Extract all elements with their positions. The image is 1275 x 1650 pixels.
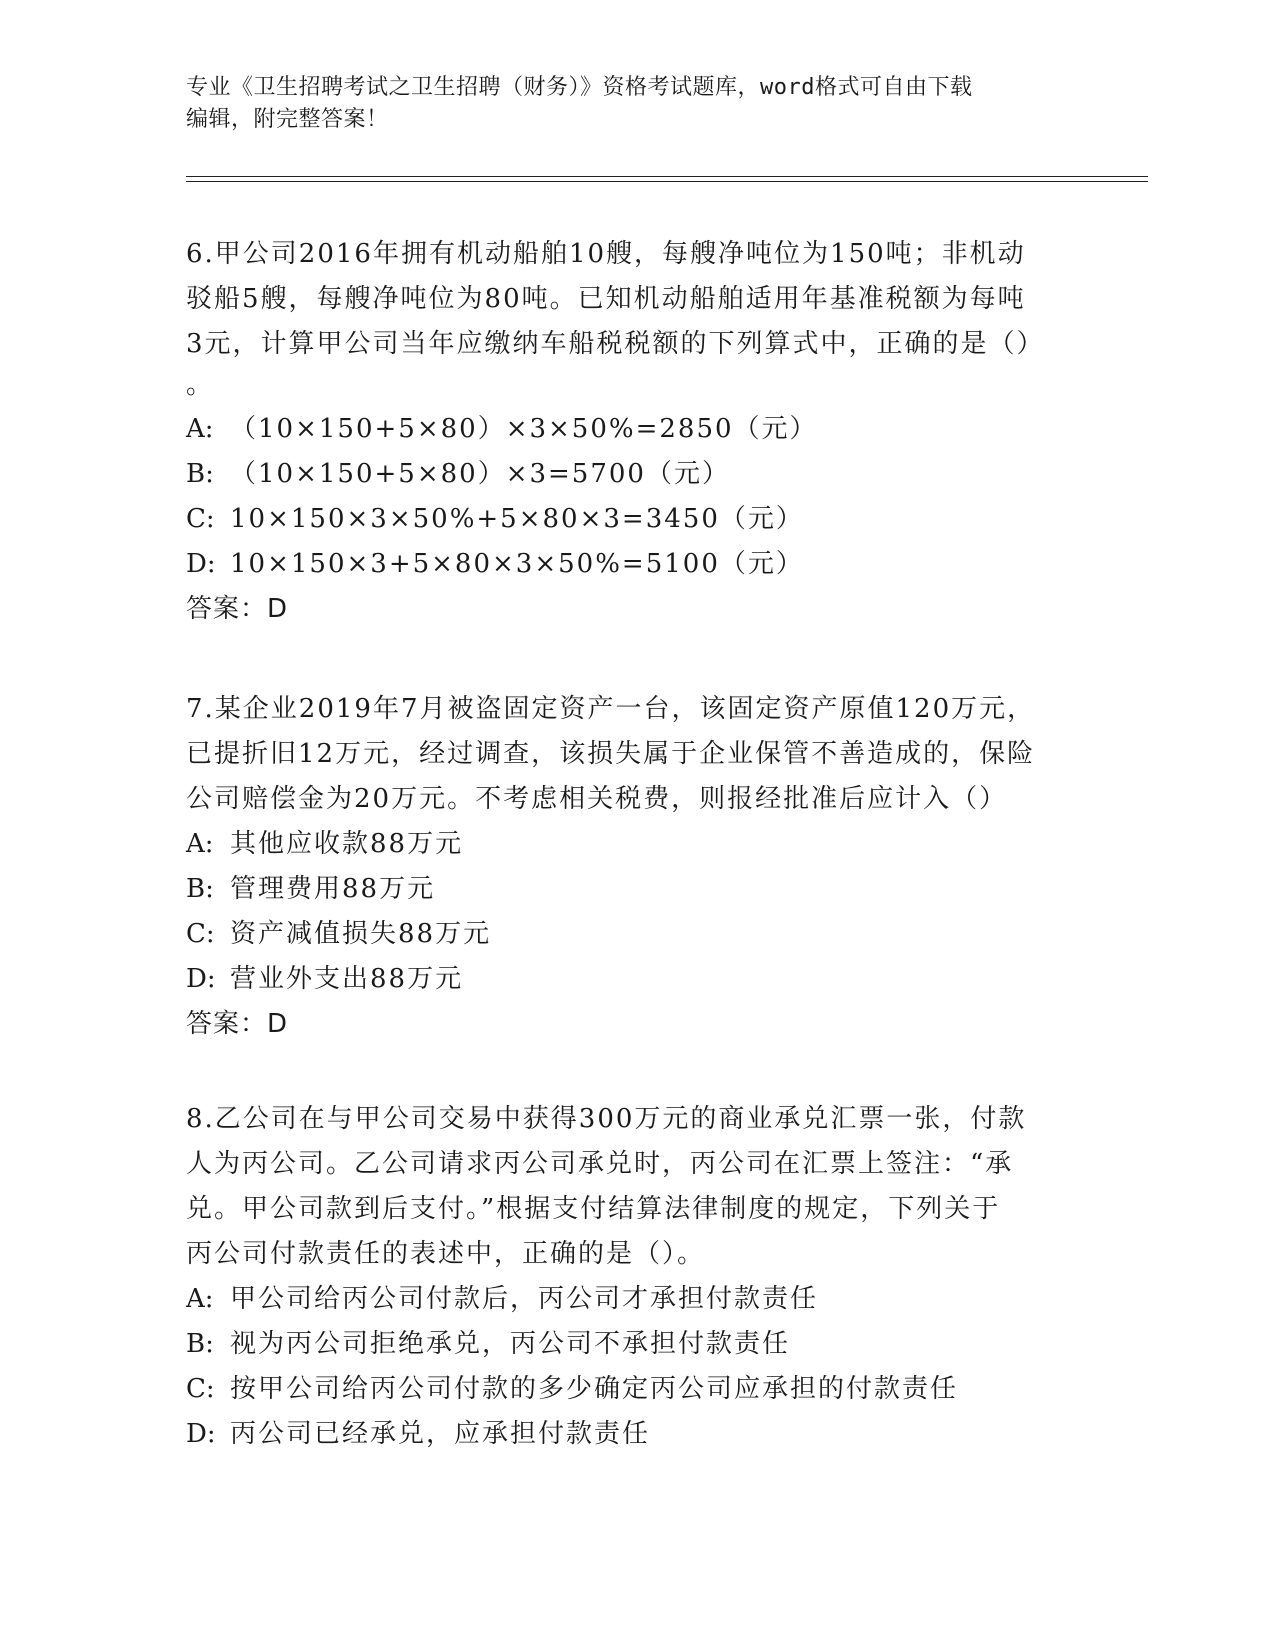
header-line-2: 编辑，附完整答案！	[186, 107, 389, 132]
option-key: B:	[186, 1329, 214, 1359]
option-key: A:	[186, 1284, 214, 1314]
option-c	[186, 1367, 1066, 1412]
header-divider-top	[186, 176, 1148, 177]
option-d	[186, 1412, 1066, 1457]
option-text: 甲公司给丙公司付款后，丙公司才承担付款责任	[230, 1284, 819, 1314]
option-text: 10×150×3+5×80×3×50%=5100（元）	[230, 549, 804, 579]
option-text: 10×150×3×50%+5×80×3=3450（元）	[230, 504, 804, 534]
option-text: 管理费用88万元	[230, 874, 436, 904]
option-b	[186, 452, 1066, 497]
option-text: 其他应收款88万元	[230, 829, 464, 859]
option-a	[186, 407, 1066, 452]
option-a	[186, 1277, 1066, 1322]
option-text: （10×150+5×80）×3=5700（元）	[230, 459, 730, 489]
answer-label: 答案：D	[186, 594, 289, 624]
question-stem-line: 6.甲公司2016年拥有机动船舶10艘，每艘净吨位为150吨；非机动	[186, 239, 1026, 269]
question-7	[186, 687, 1066, 1047]
option-key: C:	[186, 504, 215, 534]
question-stem-line: 兑。甲公司款到后支付。”根据支付结算法律制度的规定，下列关于	[186, 1194, 1001, 1224]
option-c	[186, 497, 1066, 542]
option-key: C:	[186, 1374, 215, 1404]
question-6	[186, 232, 1066, 632]
option-d	[186, 542, 1066, 587]
option-text: 丙公司已经承兑，应承担付款责任	[230, 1419, 651, 1449]
option-text: 资产减值损失88万元	[230, 919, 492, 949]
question-stem-line: 已提折旧12万元，经过调查，该损失属于企业保管不善造成的，保险	[186, 739, 1036, 769]
option-text: 营业外支出88万元	[230, 964, 464, 994]
option-key: C:	[186, 919, 215, 949]
header-line-1: 专业《卫生招聘考试之卫生招聘（财务）》资格考试题库，word格式可自由下载	[186, 75, 973, 100]
option-key: A:	[186, 414, 214, 444]
option-key: D:	[186, 549, 216, 579]
question-stem-line: 驳船5艘，每艘净吨位为80吨。已知机动船舶适用年基准税额为每吨	[186, 284, 1026, 314]
option-key: A:	[186, 829, 214, 859]
question-stem-line: 7.某企业2019年7月被盗固定资产一台，该固定资产原值120万元，	[186, 694, 1036, 724]
question-stem-line: 丙公司付款责任的表述中，正确的是（）。	[186, 1239, 706, 1269]
question-stem-line: 。	[186, 370, 215, 400]
option-a	[186, 822, 1066, 867]
option-key: D:	[186, 964, 216, 994]
header-divider-bottom	[186, 181, 1148, 182]
question-stem-line: 8.乙公司在与甲公司交易中获得300万元的商业承兑汇票一张，付款	[186, 1104, 1027, 1134]
option-text: （10×150+5×80）×3×50%=2850（元）	[230, 414, 818, 444]
question-8	[186, 1097, 1066, 1457]
option-text: 视为丙公司拒绝承兑，丙公司不承担付款责任	[230, 1329, 791, 1359]
option-text: 按甲公司给丙公司付款的多少确定丙公司应承担的付款责任	[230, 1374, 959, 1404]
option-b	[186, 1322, 1066, 1367]
option-key: B:	[186, 459, 214, 489]
question-stem-line: 3元，计算甲公司当年应缴纳车船税税额的下列算式中，正确的是（）	[186, 329, 1045, 359]
question-stem-line: 公司赔偿金为20万元。不考虑相关税费，则报经批准后应计入（）	[186, 784, 1008, 814]
option-key: B:	[186, 874, 214, 904]
option-b	[186, 867, 1066, 912]
document-header	[186, 72, 1066, 136]
option-d	[186, 957, 1066, 1002]
option-key: D:	[186, 1419, 216, 1449]
answer-label: 答案：D	[186, 1009, 289, 1039]
option-c	[186, 912, 1066, 957]
question-stem-line: 人为丙公司。乙公司请求丙公司承兑时，丙公司在汇票上签注：“承	[186, 1149, 1014, 1179]
